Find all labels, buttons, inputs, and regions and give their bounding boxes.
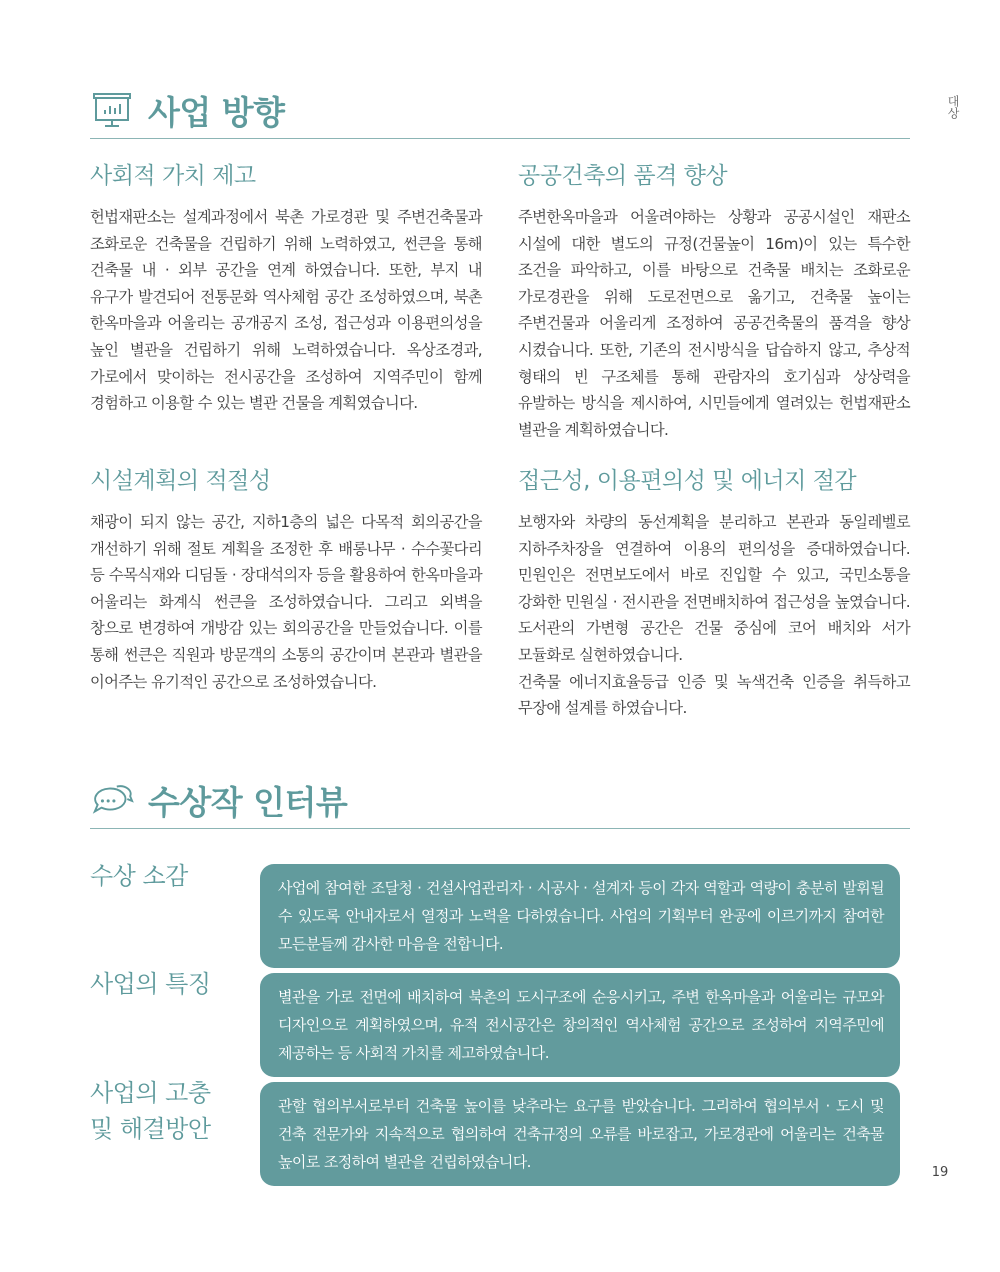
interview-bubble-features	[260, 973, 900, 1077]
interview-text: 관할 협의부서로부터 건축물 높이를 낮추라는 요구를 받았습니다. 그리하여 협의부서 · 도시 및 건축 전문가와 지속적으로 협의하여 건축규정의 오류를 바로잡고, 가로경관에 어울리는 건축물 높이로 조정하여 별관을 건립하였습니다.	[278, 1097, 884, 1171]
section-title: 수상작 인터뷰	[148, 782, 348, 822]
block-public-architecture	[518, 157, 910, 443]
interview-label-features: 사업의 특징	[90, 970, 211, 998]
block-social-value	[90, 157, 482, 417]
label-line-1: 사업의 고충	[90, 1079, 211, 1107]
speech-bubbles-icon	[90, 778, 134, 822]
interview-text: 별관을 가로 전면에 배치하여 북촌의 도시구조에 순응시키고, 주변 한옥마을과 어울리는 규모와 디자인으로 계획하였으며, 유적 전시공간은 창의적인 역사체험 공간으로 조성하여 지역주민에 제공하는 등 사회적 가치를 제고하였습니다.	[278, 988, 884, 1062]
interview-label-difficulties	[90, 1075, 240, 1147]
presentation-board-icon	[90, 88, 134, 132]
block-text-extra: 건축물 에너지효율등급 인증 및 녹색건축 인증을 취득하고 무장애 설계를 하였습니다.	[518, 672, 910, 718]
block-text: 헌법재판소는 설계과정에서 북촌 가로경관 및 주변건축물과 조화로운 건축물을 건립하기 위해 노력하였고, 썬큰을 통해 건축물 내 · 외부 공간을 연계 하였습니다. 또한, 부지 내 유구가 발견되어 전통문화 역사체험 공간 조성하였으며, 북촌 한옥마을과 어울리는 공개공지 조성, 접근성과 이용편의성을 높인 별관을 건립하기 위해 노력하였습니다. 옥상조경과, 가로에서 맞이하는 전시공간을 조성하여 지역주민이 함께 경험하고 이용할 수 있는 별관 건물을 계획였습니다.	[90, 208, 482, 413]
interview-bubble-difficulties	[260, 1082, 900, 1186]
block-heading: 시설계획의 적절성	[90, 468, 271, 494]
section-title: 사업 방향	[148, 92, 285, 132]
side-tab-label: 대상	[946, 95, 960, 119]
block-text: 주변한옥마을과 어울려야하는 상황과 공공시설인 재판소 시설에 대한 별도의 규정(건물높이 16m)이 있는 특수한 조건을 파악하고, 이를 바탕으로 건축물 배치는 조화로운 가로경관을 위해 도로전면으로 옮기고, 건축물 높이는 주변건물과 어울리게 조정하여 공공건축물의 품격을 향상 시켰습니다. 또한, 기존의 전시방식을 답습하지 않고, 추상적 형태의 빈 구조체를 통해 관람자의 호기심과 상상력을 유발하는 방식을 제시하여, 시민들에게 열려있는 헌법재판소 별관을 계획하였습니다.	[518, 208, 910, 439]
interview-label-award: 수상 소감	[90, 862, 188, 890]
block-heading: 공공건축의 품격 향상	[518, 163, 728, 189]
page-number: 19	[931, 1165, 949, 1180]
block-text: 보행자와 차량의 동선계획을 분리하고 본관과 동일레벨로 지하주차장을 연결하여 이용의 편의성을 증대하였습니다. 민원인은 전면보도에서 바로 진입할 수 있고, 국민소통을 강화한 민원실 · 전시관을 전면배치하여 접근성을 높였습니다. 도서관의 가변형 공간은 건물 중심에 코어 배치와 서가 모듈화로 실현하였습니다.	[518, 513, 910, 664]
block-heading: 사회적 가치 제고	[90, 163, 256, 189]
label-line-2: 및 해결방안	[90, 1115, 211, 1143]
block-facility-plan	[90, 462, 482, 695]
block-text: 채광이 되지 않는 공간, 지하1층의 넓은 다목적 회의공간을 개선하기 위해 절토 계획을 조정한 후 배롱나무 · 수수꽃다리 등 수목식재와 디딤돌 · 장대석의자 등을 활용하여 한옥마을과 어울리는 화계식 썬큰을 조성하였습니다. 그리고 외벽을 창으로 변경하여 개방감 있는 회의공간을 만들었습니다. 이를 통해 썬큰은 직원과 방문객의 소통의 공간이며 본관과 별관을 이어주는 유기적인 공간으로 조성하였습니다.	[90, 513, 482, 691]
interview-text: 사업에 참여한 조달청 · 건설사업관리자 · 시공사 · 설계자 등이 각자 역할과 역량이 충분히 발휘될 수 있도록 안내자로서 열정과 노력을 다하였습니다. 사업의 기획부터 완공에 이르기까지 참여한 모든분들께 감사한 마음을 전합니다.	[278, 879, 884, 953]
section-header-business-direction	[90, 82, 910, 139]
block-heading: 접근성, 이용편의성 및 에너지 절감	[518, 468, 857, 494]
block-accessibility	[518, 462, 910, 722]
section-header-interview	[90, 772, 910, 829]
interview-bubble-award	[260, 864, 900, 968]
